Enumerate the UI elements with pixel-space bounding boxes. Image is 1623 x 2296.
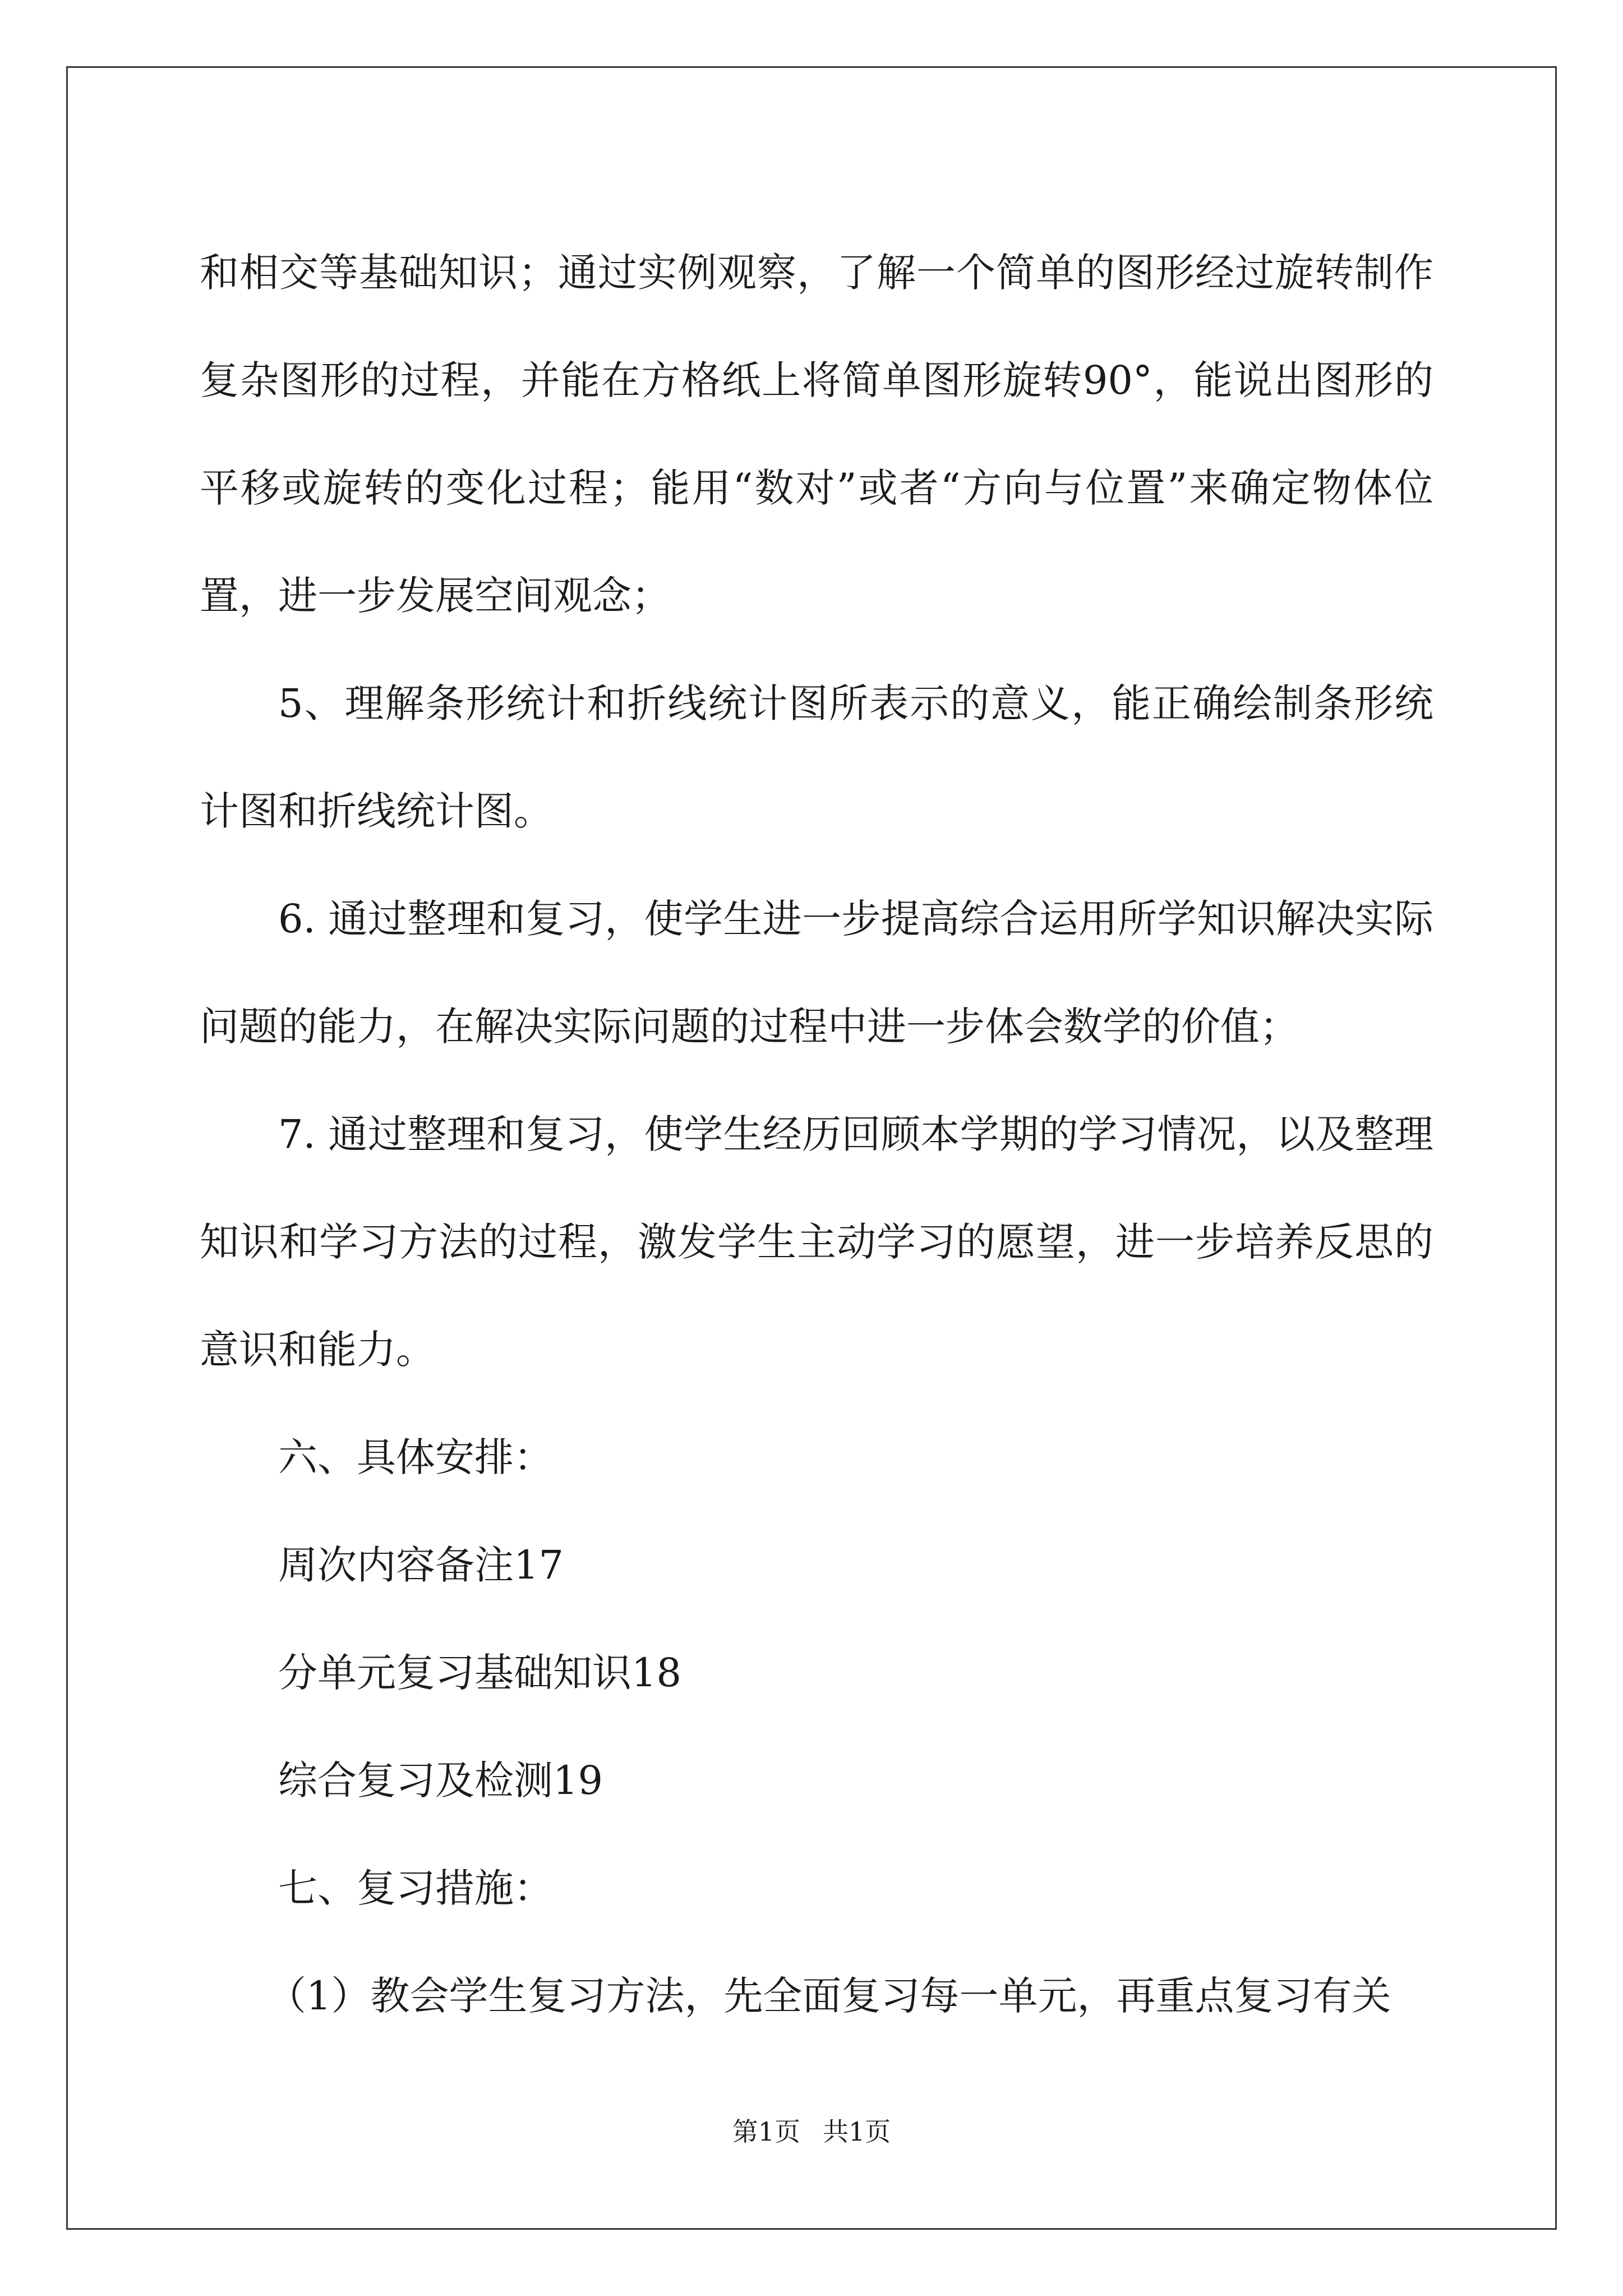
section-heading-measures: 七、复习措施： (278, 1865, 553, 1911)
paragraph-item-7: 7. 通过整理和复习，使学生经历回顾本学期的学习情况，以及整理知识和学习方法的过程，激发学生主动学习的愿望，进一步培养反思的意识和能力。 (200, 1111, 1433, 1373)
paragraph-item-6: 6. 通过整理和复习，使学生进一步提高综合运用所学知识解决实际问题的能力，在解决实际问题的过程中进一步体会数学的价值； (200, 896, 1433, 1050)
schedule-line-17: 周次内容备注17 (278, 1542, 564, 1588)
section-heading-schedule: 六、具体安排： (278, 1434, 553, 1480)
schedule-line-18: 分单元复习基础知识18 (278, 1650, 682, 1696)
schedule-line-19: 综合复习及检测19 (278, 1757, 603, 1803)
paragraph-item-5: 5、理解条形统计和折线统计图所表示的意义，能正确绘制条形统计图和折线统计图。 (200, 680, 1433, 834)
measure-item-1: （1）教会学生复习方法，先全面复习每一单元，再重点复习有关 (267, 1973, 1391, 2019)
paragraph-continuation: 和相交等基础知识；通过实例观察，了解一个简单的图形经过旋转制作复杂图形的过程，并能在方格纸上将简单图形旋转90°，能说出图形的平移或旋转的变化过程；能用“数对”或者“方向与位置”来确定物体位置，进一步发展空间观念； (200, 250, 1433, 619)
page-footer (0, 2115, 1623, 2148)
page-number: 第1页 (732, 2116, 800, 2147)
page-total: 共1页 (823, 2116, 891, 2147)
document-body (200, 219, 1433, 2050)
